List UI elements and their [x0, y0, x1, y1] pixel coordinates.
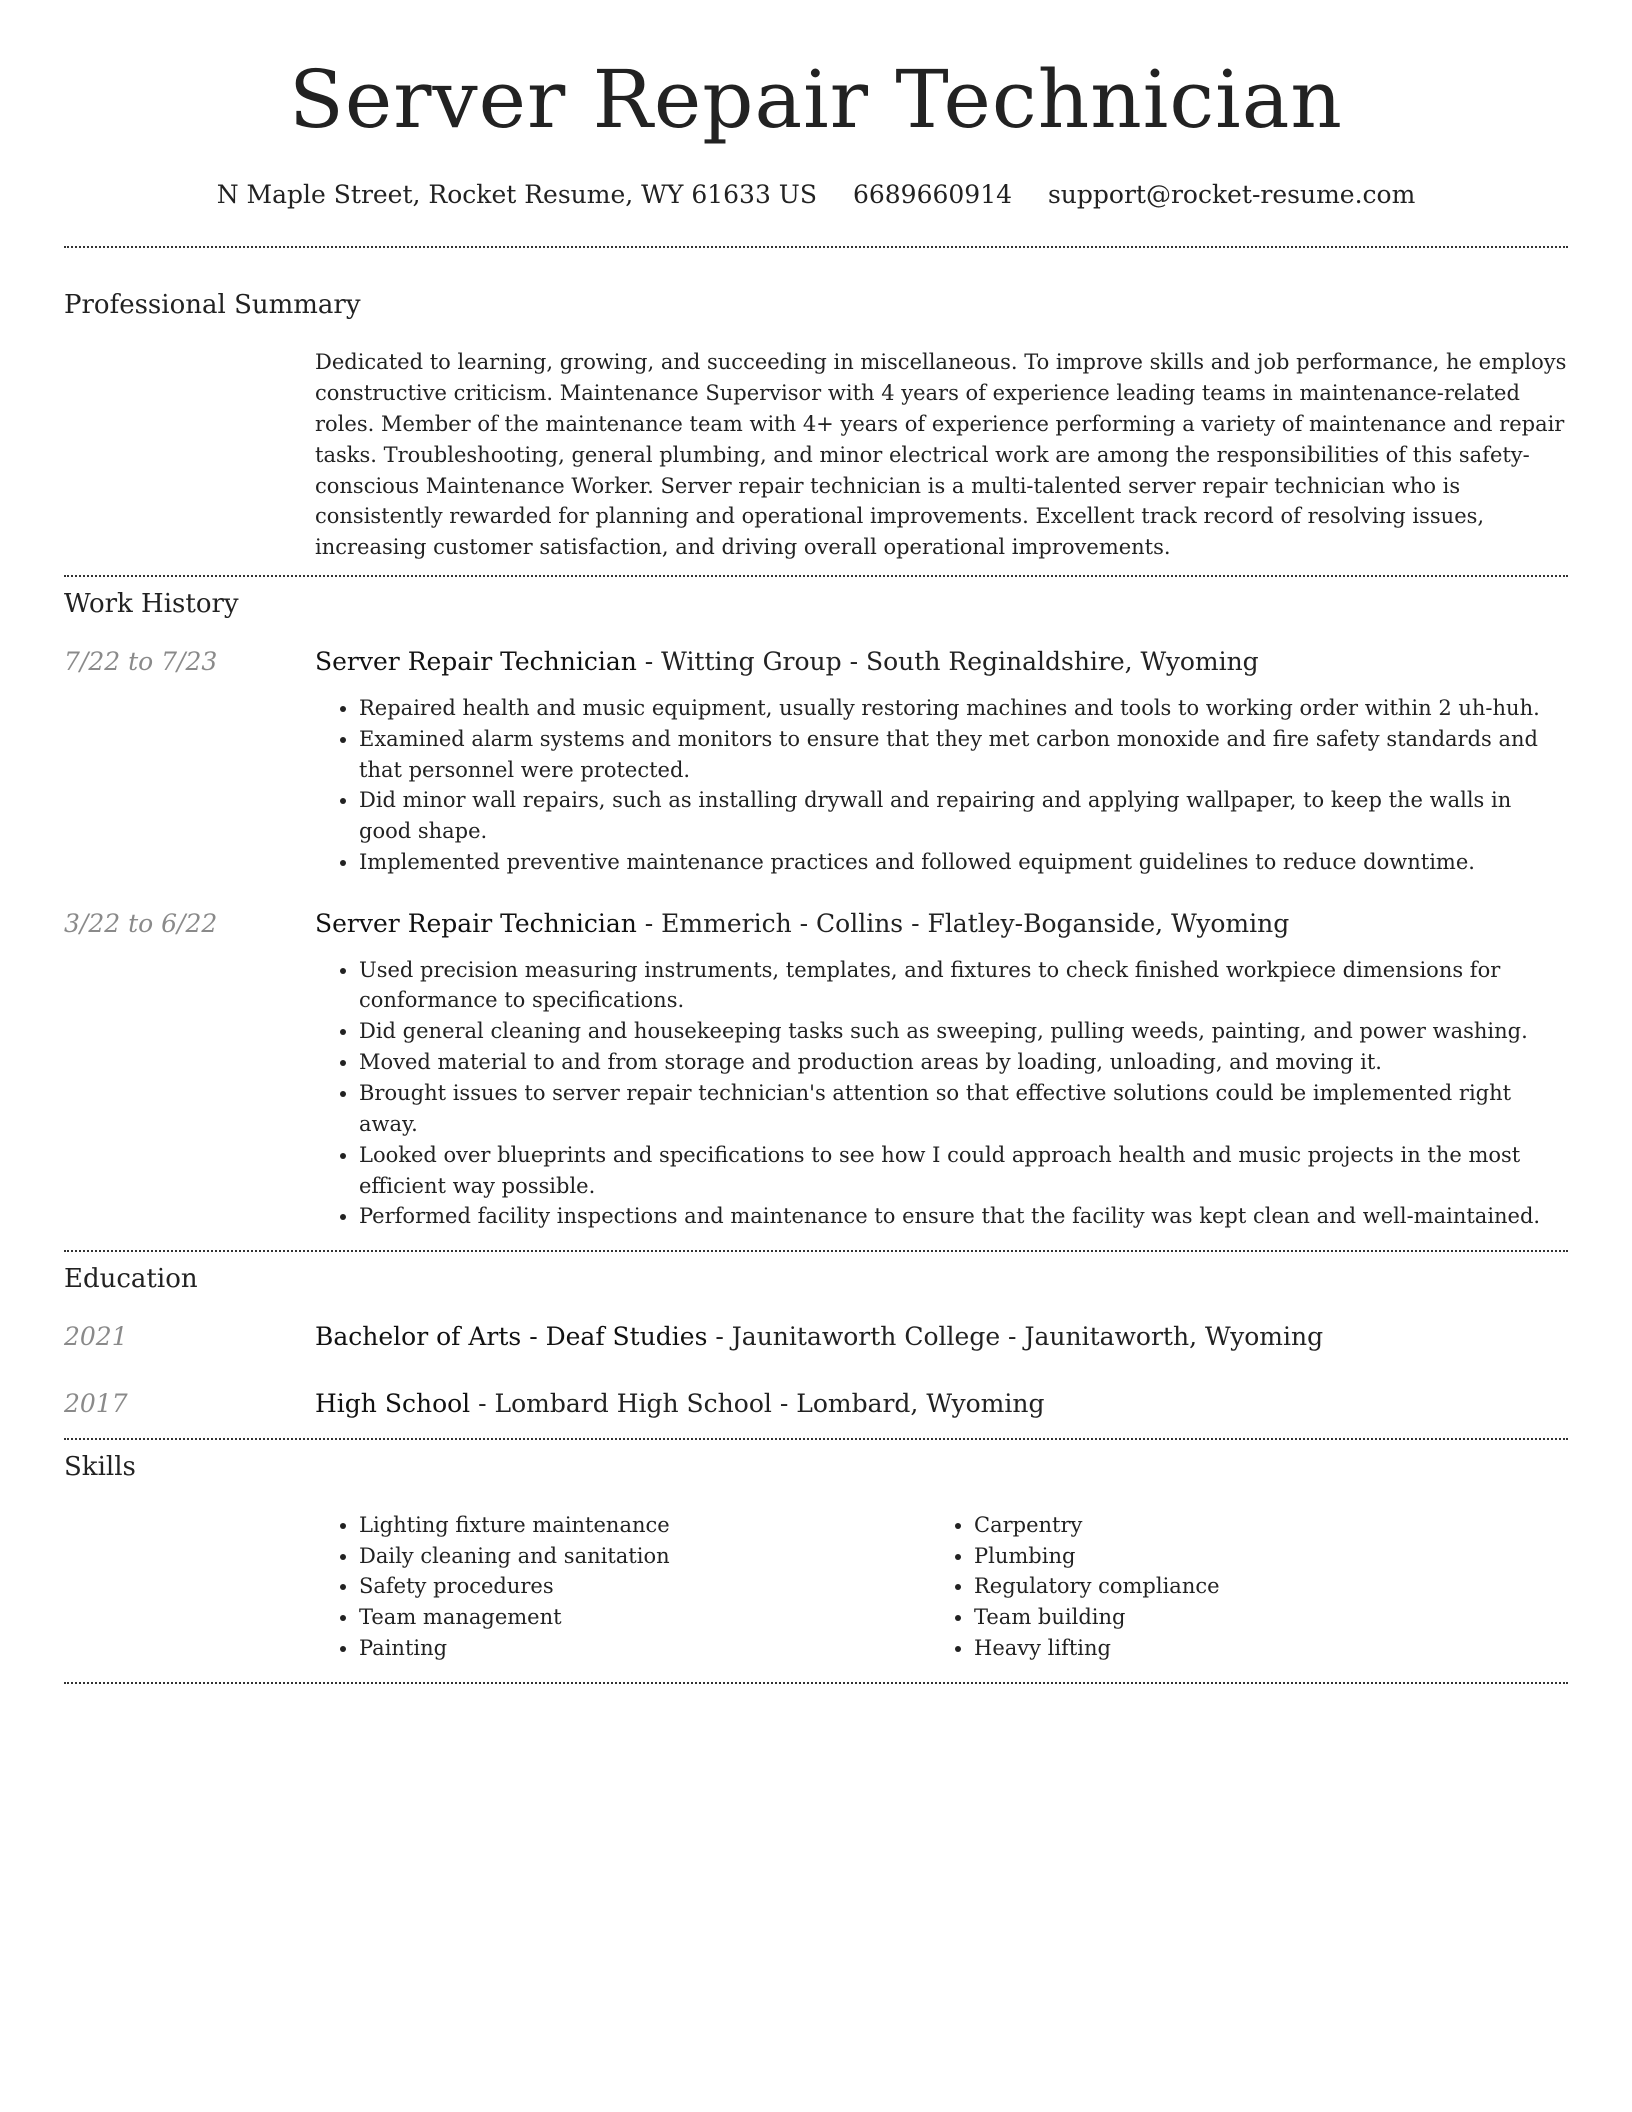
contact-line — [64, 180, 1568, 210]
job-bullet: • Did minor wall repairs, such as installing drywall and repairing and applying wallpaper, to keep the walls in good shape. — [359, 785, 1568, 847]
job-dates: 7/22 to 7/23 — [64, 647, 218, 677]
contact-email: support@rocket-resume.com — [1047, 180, 1416, 209]
skill-item: • Heavy lifting — [974, 1633, 1545, 1664]
job-bullet: • Examined alarm systems and monitors to ensure that they met carbon monoxide and fire safety standards and that personnel were protected. — [359, 724, 1568, 786]
skill-item: • Lighting fixture maintenance — [359, 1510, 930, 1541]
education-school: - Lombard High School - Lombard, Wyoming — [470, 1388, 1045, 1418]
education-heading — [315, 1321, 1568, 1354]
education-year: 2017 — [64, 1388, 128, 1418]
skill-item: • Daily cleaning and sanitation — [359, 1541, 930, 1572]
job-bullet: • Did general cleaning and housekeeping tasks such as sweeping, pulling weeds, painting, and power washing. — [359, 1016, 1568, 1047]
skills-list-left — [315, 1510, 930, 1664]
job-entry — [64, 908, 1568, 1232]
summary-section — [64, 290, 1568, 563]
job-bullet: • Looked over blueprints and specifications to see how I could approach health and music projects in the most efficient way possible. — [359, 1140, 1568, 1202]
education-year: 2021 — [64, 1322, 128, 1352]
skill-item: • Plumbing — [974, 1541, 1545, 1572]
job-employer: - Emmerich - Collins - Flatley-Boganside, Wyoming — [636, 909, 1290, 939]
skills-spacer — [64, 1510, 315, 1664]
education-entry — [64, 1321, 1568, 1354]
section-divider — [64, 1250, 1568, 1252]
skill-item: • Safety procedures — [359, 1571, 930, 1602]
education-school: - Jaunitaworth College - Jaunitaworth, Wyoming — [707, 1322, 1324, 1352]
section-title-education: Education — [64, 1264, 198, 1295]
section-divider — [64, 1682, 1568, 1684]
job-title: Server Repair Technician — [315, 647, 637, 677]
education-entry — [64, 1388, 1568, 1421]
skill-item: • Team building — [974, 1602, 1545, 1633]
education-heading — [315, 1388, 1568, 1421]
section-title-work: Work History — [64, 589, 239, 620]
education-degree: Bachelor of Arts - Deaf Studies — [315, 1322, 708, 1352]
job-title: Server Repair Technician — [315, 909, 637, 939]
education-degree: High School — [315, 1388, 471, 1418]
summary-row — [64, 347, 1568, 563]
section-title-skills: Skills — [64, 1452, 136, 1483]
skills-columns — [315, 1510, 1568, 1664]
job-bullet: • Moved material to and from storage and production areas by loading, unloading, and moving it. — [359, 1047, 1568, 1078]
job-bullet: • Performed facility inspections and maintenance to ensure that the facility was kept clean and well-maintained. — [359, 1201, 1568, 1232]
skill-item: • Regulatory compliance — [974, 1571, 1545, 1602]
job-heading — [315, 908, 1568, 941]
job-bullets — [315, 693, 1568, 878]
job-bullet: • Implemented preventive maintenance practices and followed equipment guidelines to reduce downtime. — [359, 847, 1568, 878]
job-bullets — [315, 955, 1568, 1233]
job-dates: 3/22 to 6/22 — [64, 909, 218, 939]
contact-address: N Maple Street, Rocket Resume, WY 61633 US — [216, 180, 817, 209]
job-bullet: • Repaired health and music equipment, usually restoring machines and tools to working order within 2 uh-huh. — [359, 693, 1568, 724]
summary-text: Dedicated to learning, growing, and succeeding in miscellaneous. To improve skills and job performance, he employs constructive criticism. Maintenance Supervisor with 4 years of experience leading teams in maintenance-related roles. Member of the maintenance team with 4+ years of experience performing a variety of maintenance and repair tasks. Troubleshooting, general plumbing, and minor electrical work are among the responsibilities of this safety-conscious Maintenance Worker. Server repair technician is a multi-talented server repair technician who is consistently rewarded for planning and operational improvements. Excellent track record of resolving issues, increasing customer satisfaction, and driving overall operational improvements. — [315, 350, 1567, 560]
section-divider — [64, 246, 1568, 248]
section-divider — [64, 575, 1568, 577]
skill-item: • Carpentry — [974, 1510, 1545, 1541]
contact-phone: 6689660914 — [852, 180, 1013, 209]
job-bullet: • Used precision measuring instruments, templates, and fixtures to check finished workpiece dimensions for conformance to specifications. — [359, 955, 1568, 1017]
job-employer: - Witting Group - South Reginaldshire, Wyoming — [636, 647, 1259, 677]
job-bullet: • Brought issues to server repair technician's attention so that effective solutions could be implemented right away. — [359, 1078, 1568, 1140]
work-section — [64, 589, 1568, 1232]
skill-item: • Team management — [359, 1602, 930, 1633]
section-divider — [64, 1438, 1568, 1440]
resume-name: Server Repair Technician — [289, 53, 1343, 146]
section-title-summary: Professional Summary — [64, 290, 361, 320]
summary-spacer — [64, 347, 315, 563]
skills-row — [64, 1510, 1568, 1664]
job-heading — [315, 646, 1568, 679]
skills-list-right — [930, 1510, 1545, 1664]
skill-item: • Painting — [359, 1633, 930, 1664]
job-entry — [64, 646, 1568, 878]
skills-section — [64, 1452, 1568, 1663]
education-section — [64, 1264, 1568, 1420]
